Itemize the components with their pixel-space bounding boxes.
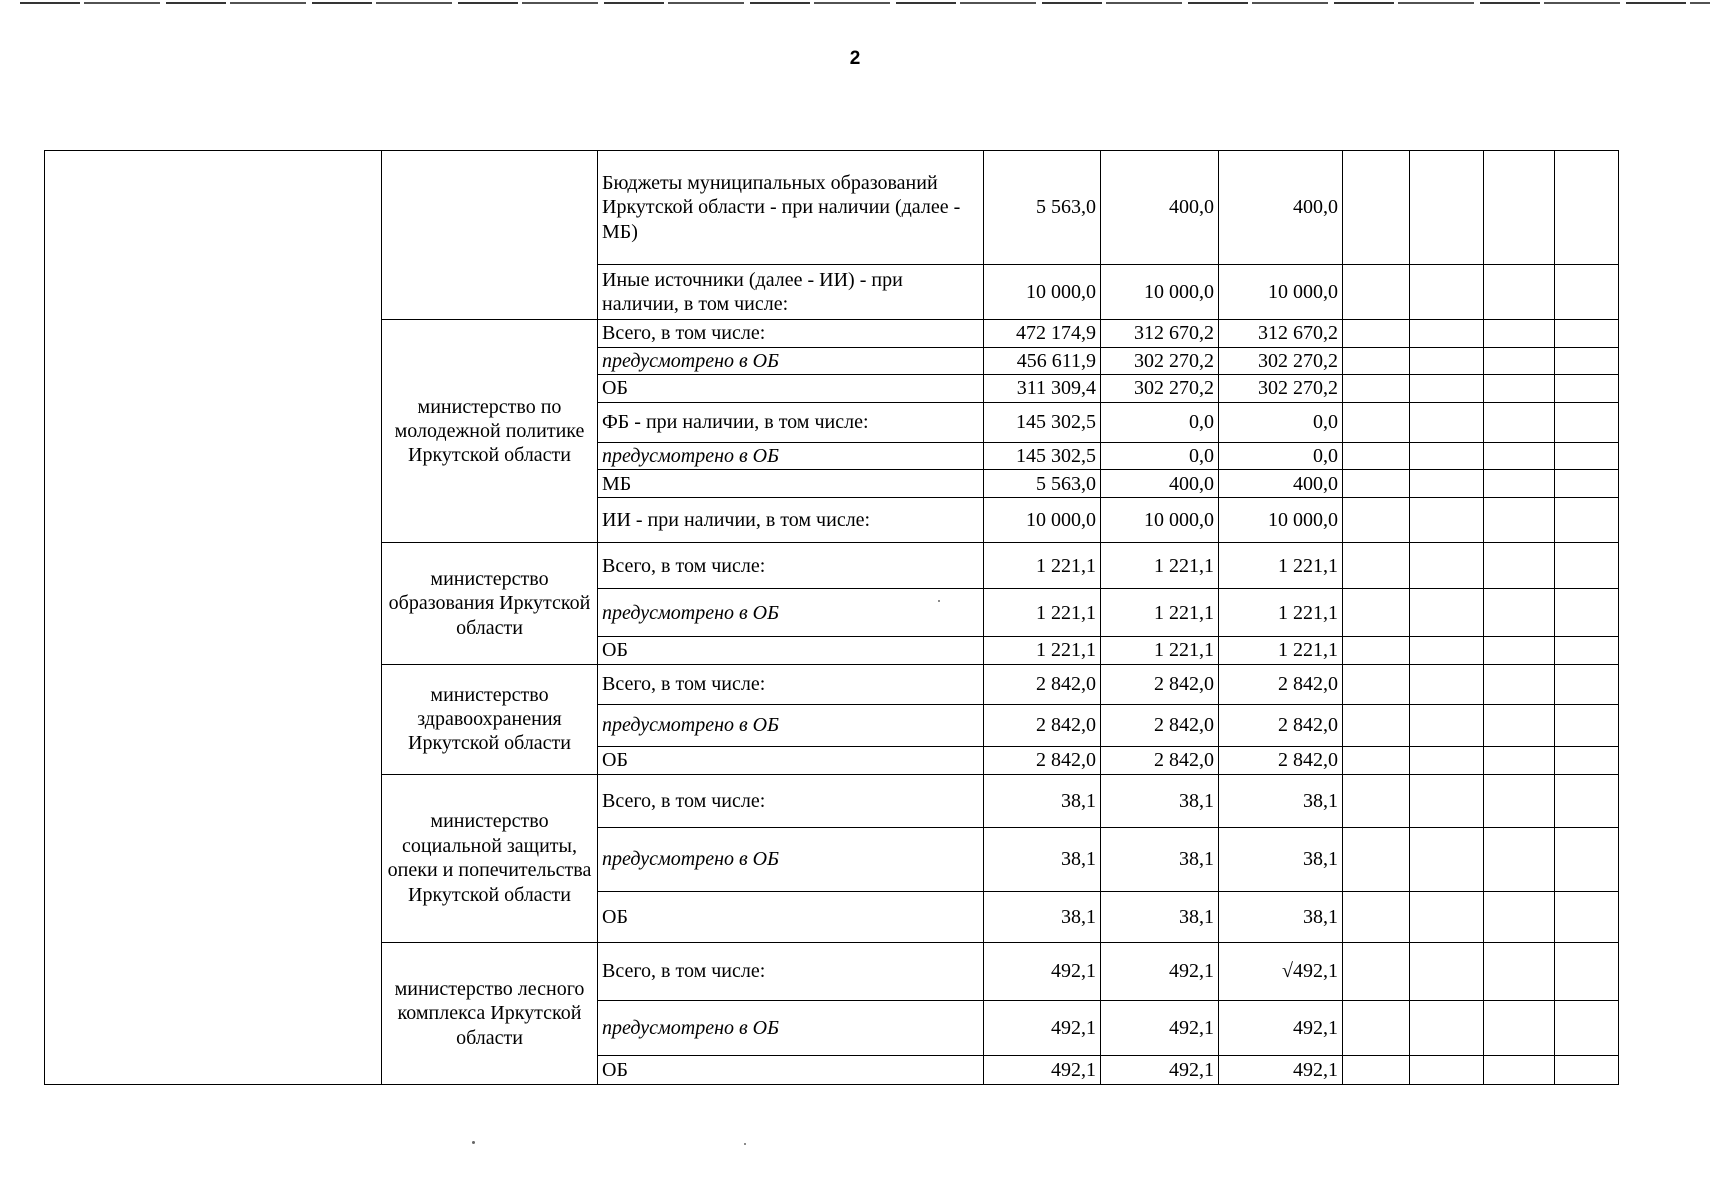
funding-source-label: Бюджеты муниципальных образований Иркутской области - при наличии (далее - МБ) xyxy=(598,151,984,265)
amount-cell-3: 302 270,2 xyxy=(1219,348,1343,375)
amount-cell-1: 2 842,0 xyxy=(984,746,1101,774)
funding-source-label: Всего, в том числе: xyxy=(598,543,984,589)
amount-cell-3: 0,0 xyxy=(1219,442,1343,469)
empty-cell xyxy=(1410,375,1484,402)
amount-cell-1: 492,1 xyxy=(984,1000,1101,1055)
funding-source-label: предусмотрено в ОБ xyxy=(598,348,984,375)
organization-cell: министерство здравоохранения Иркутской области xyxy=(382,664,598,774)
empty-cell xyxy=(1484,498,1555,543)
amount-cell-3: 492,1 xyxy=(1219,1000,1343,1055)
amount-cell-2: 302 270,2 xyxy=(1101,375,1219,402)
amount-cell-2: 38,1 xyxy=(1101,774,1219,827)
amount-cell-3: 10 000,0 xyxy=(1219,265,1343,320)
empty-cell xyxy=(1555,442,1619,469)
empty-cell xyxy=(1410,320,1484,348)
empty-cell xyxy=(1484,320,1555,348)
funding-source-label: МБ xyxy=(598,470,984,498)
amount-cell-1: 38,1 xyxy=(984,827,1101,891)
empty-cell xyxy=(1410,151,1484,265)
funding-source-label: Иные источники (далее - ИИ) - при наличии, в том числе: xyxy=(598,265,984,320)
empty-cell xyxy=(1484,151,1555,265)
amount-cell-2: 2 842,0 xyxy=(1101,664,1219,704)
empty-cell xyxy=(1410,704,1484,746)
empty-cell xyxy=(1410,942,1484,1000)
empty-cell xyxy=(1484,774,1555,827)
empty-cell xyxy=(1343,637,1410,664)
organization-cell: министерство образования Иркутской области xyxy=(382,543,598,664)
amount-cell-3: 38,1 xyxy=(1219,891,1343,942)
empty-cell xyxy=(1343,498,1410,543)
empty-cell xyxy=(1555,320,1619,348)
scan-speck xyxy=(472,1141,475,1144)
empty-cell xyxy=(1484,891,1555,942)
empty-cell xyxy=(1343,470,1410,498)
empty-cell xyxy=(1343,375,1410,402)
empty-cell xyxy=(1410,746,1484,774)
amount-cell-3: 312 670,2 xyxy=(1219,320,1343,348)
amount-cell-1: 456 611,9 xyxy=(984,348,1101,375)
empty-cell xyxy=(1410,589,1484,637)
amount-cell-3: 1 221,1 xyxy=(1219,543,1343,589)
empty-cell xyxy=(1555,704,1619,746)
empty-cell xyxy=(1555,827,1619,891)
scan-edge-line xyxy=(20,2,1710,4)
empty-cell xyxy=(1484,265,1555,320)
amount-cell-2: 400,0 xyxy=(1101,470,1219,498)
empty-cell xyxy=(1410,543,1484,589)
amount-cell-2: 38,1 xyxy=(1101,891,1219,942)
amount-cell-2: 492,1 xyxy=(1101,1000,1219,1055)
empty-cell xyxy=(1410,470,1484,498)
amount-cell-1: 2 842,0 xyxy=(984,664,1101,704)
amount-cell-1: 492,1 xyxy=(984,942,1101,1000)
amount-cell-3: 2 842,0 xyxy=(1219,704,1343,746)
empty-cell xyxy=(1410,827,1484,891)
amount-cell-1: 10 000,0 xyxy=(984,265,1101,320)
scan-speck xyxy=(938,600,940,602)
funding-source-label: ОБ xyxy=(598,746,984,774)
amount-cell-2: 0,0 xyxy=(1101,442,1219,469)
empty-cell xyxy=(1343,746,1410,774)
empty-cell xyxy=(1484,589,1555,637)
funding-source-label: предусмотрено в ОБ xyxy=(598,442,984,469)
amount-cell-1: 38,1 xyxy=(984,774,1101,827)
empty-cell xyxy=(1555,151,1619,265)
amount-cell-1: 311 309,4 xyxy=(984,375,1101,402)
funding-source-label: ИИ - при наличии, в том числе: xyxy=(598,498,984,543)
amount-cell-3: 2 842,0 xyxy=(1219,664,1343,704)
empty-cell xyxy=(1555,637,1619,664)
empty-cell xyxy=(1410,265,1484,320)
empty-cell xyxy=(1484,1055,1555,1084)
empty-cell xyxy=(1343,664,1410,704)
first-column-cell xyxy=(45,151,382,1085)
empty-cell xyxy=(1410,1055,1484,1084)
empty-cell xyxy=(1343,827,1410,891)
empty-cell xyxy=(1484,637,1555,664)
amount-cell-3: 38,1 xyxy=(1219,774,1343,827)
empty-cell xyxy=(1484,1000,1555,1055)
empty-cell xyxy=(1410,637,1484,664)
empty-cell xyxy=(1343,891,1410,942)
empty-cell xyxy=(1484,375,1555,402)
empty-cell xyxy=(1555,942,1619,1000)
empty-cell xyxy=(1555,265,1619,320)
empty-cell xyxy=(1555,375,1619,402)
empty-cell xyxy=(1555,1055,1619,1084)
empty-cell xyxy=(1343,1055,1410,1084)
amount-cell-3: 1 221,1 xyxy=(1219,637,1343,664)
amount-cell-2: 1 221,1 xyxy=(1101,589,1219,637)
amount-cell-3: 2 842,0 xyxy=(1219,746,1343,774)
organization-cell: министерство лесного комплекса Иркутской области xyxy=(382,942,598,1084)
empty-cell xyxy=(1484,664,1555,704)
amount-cell-2: 38,1 xyxy=(1101,827,1219,891)
empty-cell xyxy=(1555,402,1619,442)
amount-cell-1: 145 302,5 xyxy=(984,442,1101,469)
amount-cell-2: 400,0 xyxy=(1101,151,1219,265)
amount-cell-2: 10 000,0 xyxy=(1101,498,1219,543)
empty-cell xyxy=(1484,543,1555,589)
empty-cell xyxy=(1555,746,1619,774)
amount-cell-3: 400,0 xyxy=(1219,151,1343,265)
empty-cell xyxy=(1343,942,1410,1000)
empty-cell xyxy=(1343,402,1410,442)
organization-cell: министерство по молодежной политике Иркутской области xyxy=(382,320,598,543)
empty-cell xyxy=(1484,704,1555,746)
empty-cell xyxy=(1555,498,1619,543)
amount-cell-2: 0,0 xyxy=(1101,402,1219,442)
empty-cell xyxy=(1484,470,1555,498)
amount-cell-2: 2 842,0 xyxy=(1101,746,1219,774)
empty-cell xyxy=(1555,470,1619,498)
empty-cell xyxy=(1343,1000,1410,1055)
funding-source-label: предусмотрено в ОБ xyxy=(598,589,984,637)
empty-cell xyxy=(1343,265,1410,320)
empty-cell xyxy=(1343,151,1410,265)
empty-cell xyxy=(1343,348,1410,375)
amount-cell-1: 1 221,1 xyxy=(984,589,1101,637)
amount-cell-1: 5 563,0 xyxy=(984,470,1101,498)
amount-cell-1: 145 302,5 xyxy=(984,402,1101,442)
empty-cell xyxy=(1410,664,1484,704)
table-row xyxy=(45,151,1619,265)
funding-source-label: Всего, в том числе: xyxy=(598,942,984,1000)
empty-cell xyxy=(1555,891,1619,942)
empty-cell xyxy=(1484,402,1555,442)
amount-cell-1: 1 221,1 xyxy=(984,637,1101,664)
amount-cell-1: 10 000,0 xyxy=(984,498,1101,543)
empty-cell xyxy=(1410,348,1484,375)
empty-cell xyxy=(1555,543,1619,589)
amount-cell-2: 302 270,2 xyxy=(1101,348,1219,375)
amount-cell-3: 302 270,2 xyxy=(1219,375,1343,402)
budget-table xyxy=(44,150,1619,1085)
empty-cell xyxy=(1410,442,1484,469)
empty-cell xyxy=(1555,348,1619,375)
amount-cell-3: 400,0 xyxy=(1219,470,1343,498)
empty-cell xyxy=(1484,442,1555,469)
scan-speck xyxy=(744,1143,746,1145)
funding-source-label: Всего, в том числе: xyxy=(598,664,984,704)
amount-cell-2: 312 670,2 xyxy=(1101,320,1219,348)
funding-source-label: ОБ xyxy=(598,891,984,942)
funding-source-label: ОБ xyxy=(598,1055,984,1084)
amount-cell-3: 492,1 xyxy=(1219,1055,1343,1084)
amount-cell-2: 1 221,1 xyxy=(1101,543,1219,589)
empty-cell xyxy=(1343,774,1410,827)
funding-source-label: предусмотрено в ОБ xyxy=(598,827,984,891)
empty-cell xyxy=(1555,664,1619,704)
empty-cell xyxy=(1555,1000,1619,1055)
amount-cell-3: 0,0 xyxy=(1219,402,1343,442)
funding-source-label: предусмотрено в ОБ xyxy=(598,1000,984,1055)
amount-cell-1: 492,1 xyxy=(984,1055,1101,1084)
funding-source-label: Всего, в том числе: xyxy=(598,774,984,827)
funding-source-label: предусмотрено в ОБ xyxy=(598,704,984,746)
empty-cell xyxy=(1410,498,1484,543)
amount-cell-1: 2 842,0 xyxy=(984,704,1101,746)
organization-cell: министерство социальной защиты, опеки и попечительства Иркутской области xyxy=(382,774,598,942)
empty-cell xyxy=(1555,774,1619,827)
amount-cell-3: 1 221,1 xyxy=(1219,589,1343,637)
empty-cell xyxy=(1343,543,1410,589)
amount-cell-2: 492,1 xyxy=(1101,1055,1219,1084)
funding-source-label: ФБ - при наличии, в том числе: xyxy=(598,402,984,442)
amount-cell-3: √492,1 xyxy=(1219,942,1343,1000)
amount-cell-1: 38,1 xyxy=(984,891,1101,942)
amount-cell-2: 1 221,1 xyxy=(1101,637,1219,664)
amount-cell-3: 38,1 xyxy=(1219,827,1343,891)
amount-cell-1: 472 174,9 xyxy=(984,320,1101,348)
empty-cell xyxy=(1343,589,1410,637)
organization-cell xyxy=(382,151,598,320)
amount-cell-2: 10 000,0 xyxy=(1101,265,1219,320)
empty-cell xyxy=(1343,442,1410,469)
empty-cell xyxy=(1484,827,1555,891)
funding-source-label: ОБ xyxy=(598,637,984,664)
amount-cell-2: 2 842,0 xyxy=(1101,704,1219,746)
empty-cell xyxy=(1410,1000,1484,1055)
empty-cell xyxy=(1343,704,1410,746)
funding-source-label: ОБ xyxy=(598,375,984,402)
page-number: 2 xyxy=(849,48,861,69)
amount-cell-1: 5 563,0 xyxy=(984,151,1101,265)
amount-cell-2: 492,1 xyxy=(1101,942,1219,1000)
empty-cell xyxy=(1410,891,1484,942)
empty-cell xyxy=(1410,774,1484,827)
budget-table-body xyxy=(45,151,1619,1085)
empty-cell xyxy=(1555,589,1619,637)
empty-cell xyxy=(1410,402,1484,442)
empty-cell xyxy=(1484,746,1555,774)
amount-cell-3: 10 000,0 xyxy=(1219,498,1343,543)
funding-source-label: Всего, в том числе: xyxy=(598,320,984,348)
empty-cell xyxy=(1343,320,1410,348)
empty-cell xyxy=(1484,348,1555,375)
empty-cell xyxy=(1484,942,1555,1000)
amount-cell-1: 1 221,1 xyxy=(984,543,1101,589)
